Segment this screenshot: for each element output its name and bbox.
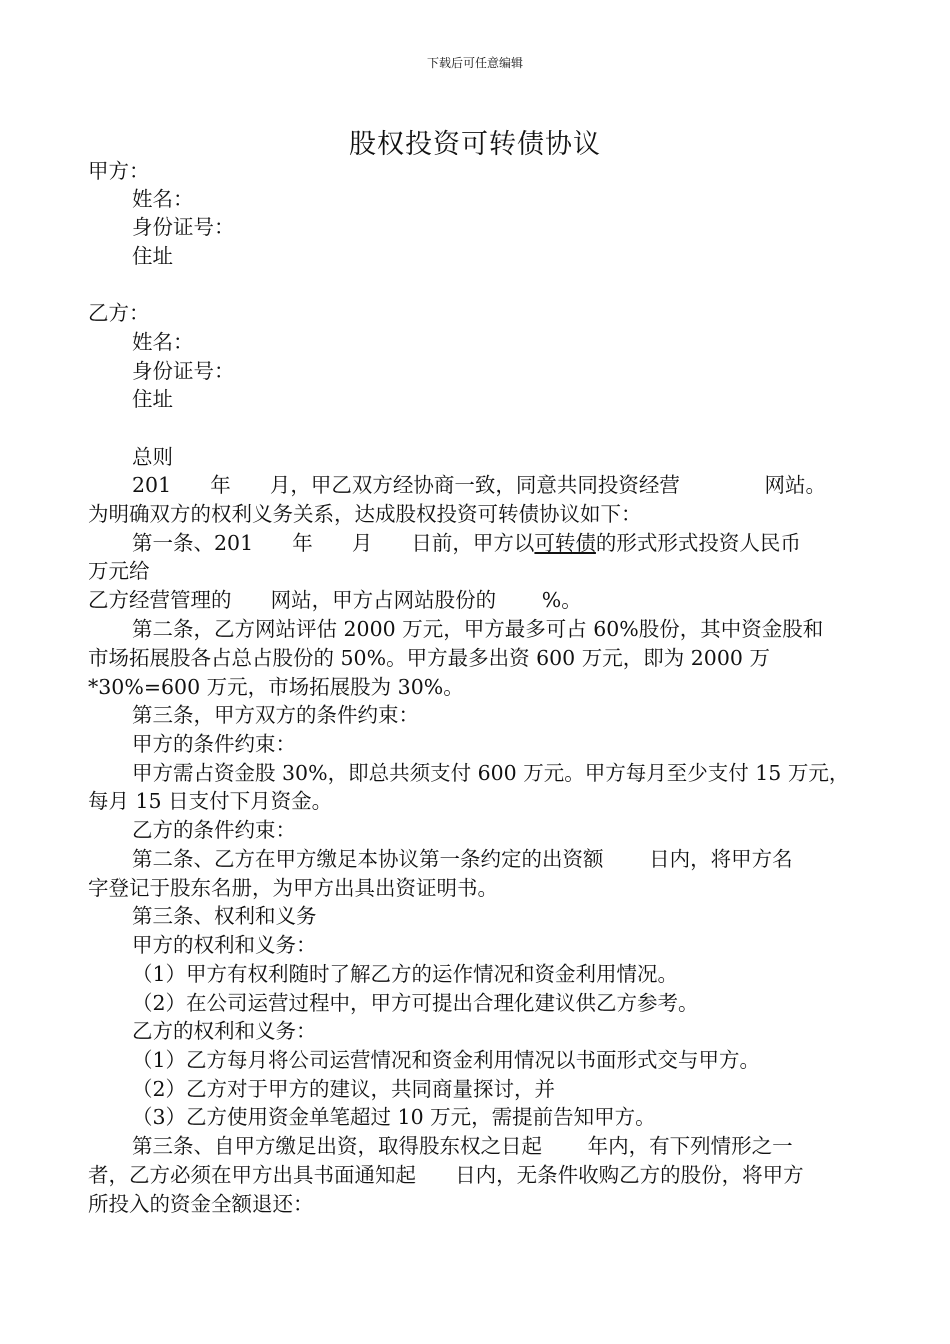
article-3c-line-1: 第三条、自甲方缴足出资，取得股东权之日起 年内，有下列情形之一 [132,1134,793,1158]
party-a-address-field: 住址 [132,244,173,268]
article-3c-line-3: 所投入的资金全额退还： [88,1192,314,1216]
party-a-label: 甲方： [88,159,150,183]
party-a-id-field: 身份证号： [132,215,235,239]
convertible-bond-term: 可转债 [534,531,596,555]
party-b-right-1: （1）乙方每月将公司运营情况和资金利用情况以书面形式交与甲方。 [132,1048,761,1072]
article-2-line-3: *30%=600 万元，市场拓展股为 30%。 [88,675,464,699]
article-2-line-2: 市场拓展股各占总占股份的 50%。甲方最多出资 600 万元，即为 2000 万 [88,646,770,670]
article-3b-heading: 第三条、权利和义务 [132,904,317,928]
general-line-2: 为明确双方的权利义务关系，达成股权投资可转债协议如下： [88,502,642,526]
document-title: 股权投资可转债协议 [349,129,601,160]
party-b-address-field: 住址 [132,387,173,411]
party-b-right-2: （2）乙方对于甲方的建议，共同商量探讨，并 [132,1077,556,1101]
article-3-line-4: 每月 15 日支付下月资金。 [88,789,333,813]
article-1-line-1 [132,530,801,556]
party-a-right-2: （2）在公司运营过程中，甲方可提出合理化建议供乙方参考。 [132,991,699,1015]
article-3-line-5: 乙方的条件约束： [132,818,296,842]
article-1-line-2: 万元给 [88,559,150,583]
party-a-rights-heading: 甲方的权利和义务： [132,933,317,957]
party-b-right-3: （3）乙方使用资金单笔超过 10 万元，需提前告知甲方。 [132,1105,656,1129]
article-2-line-1: 第二条，乙方网站评估 2000 万元，甲方最多可占 60%股份，其中资金股和 [132,617,824,641]
article-1-text-b: 的形式形式投资人民币 [595,531,801,555]
article-2b-line-1: 第二条、乙方在甲方缴足本协议第一条约定的出资额 日内，将甲方名 [132,847,793,871]
party-b-name-field: 姓名： [132,330,194,354]
general-line-1: 201 年 月，甲乙双方经协商一致，同意共同投资经营 网站。 [132,473,827,497]
general-heading: 总则 [132,445,173,469]
party-b-label: 乙方： [88,301,150,325]
article-3-line-1: 第三条，甲方双方的条件约束： [132,703,419,727]
party-a-right-1: （1）甲方有权利随时了解乙方的运作情况和资金利用情况。 [132,962,679,986]
article-2b-line-2: 字登记于股东名册，为甲方出具出资证明书。 [88,876,498,900]
article-3-line-2: 甲方的条件约束： [132,732,296,756]
party-a-name-field: 姓名： [132,187,194,211]
article-3c-line-2: 者，乙方必须在甲方出具书面通知起 日内，无条件收购乙方的股份，将甲方 [88,1163,804,1187]
party-b-id-field: 身份证号： [132,359,235,383]
party-b-rights-heading: 乙方的权利和义务： [132,1019,317,1043]
page-header-note: 下载后可任意编辑 [426,56,523,70]
article-1-line-3: 乙方经营管理的 网站，甲方占网站股份的 %。 [88,588,582,612]
article-3-line-3: 甲方需占资金股 30%，即总共须支付 600 万元。甲方每月至少支付 15 万元， [132,761,850,785]
article-1-text-a: 第一条、201 年 月 日前，甲方以 [132,531,535,555]
